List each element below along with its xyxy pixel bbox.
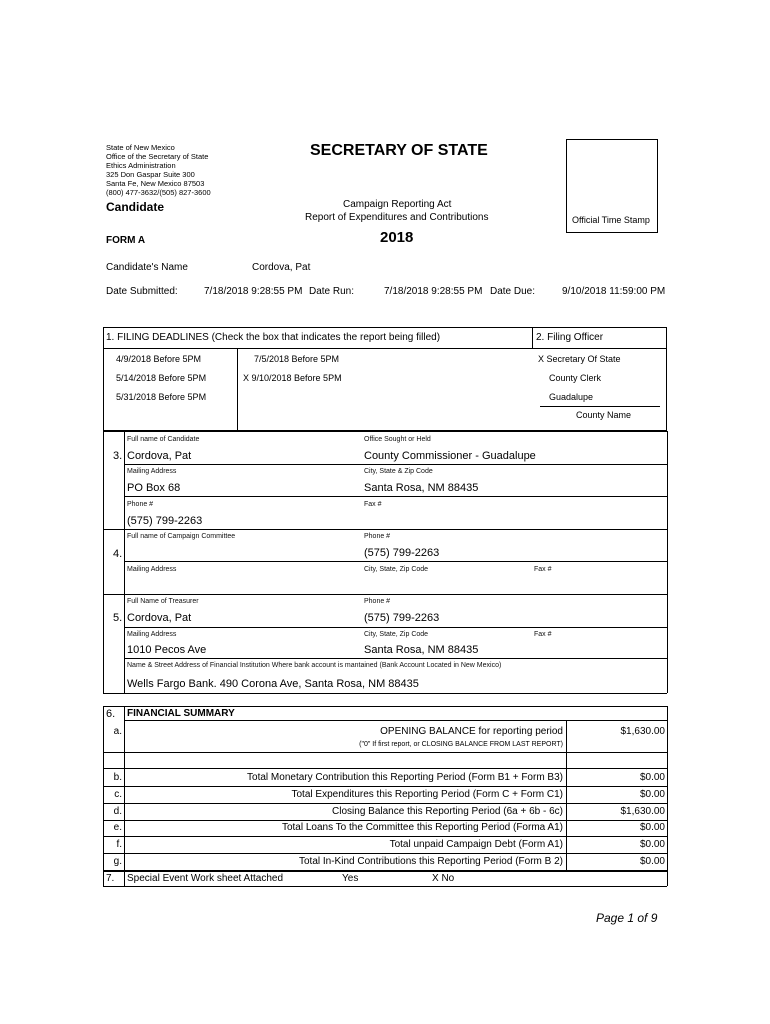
office-label: Office Sought or Held bbox=[364, 436, 431, 443]
section-number: 6. bbox=[106, 708, 116, 720]
section-number: 7. bbox=[106, 873, 115, 884]
officer-heading: 2. Filing Officer bbox=[536, 332, 604, 343]
candidate-full-name: Cordova, Pat bbox=[127, 450, 192, 462]
divider bbox=[124, 561, 667, 562]
time-stamp-box bbox=[566, 139, 658, 233]
page-title: SECRETARY OF STATE bbox=[310, 142, 488, 159]
date-due: 9/10/2018 11:59:00 PM bbox=[562, 286, 666, 297]
treasurer-name: Cordova, Pat bbox=[127, 612, 192, 624]
special-event-yes[interactable]: Yes bbox=[342, 873, 359, 884]
treasurer-label: Full Name of Treasurer bbox=[127, 598, 199, 605]
treasurer-fax-label: Fax # bbox=[534, 631, 552, 638]
summary-row-letter: f. bbox=[116, 839, 122, 851]
treasurer-city-label: City, State, Zip Code bbox=[364, 631, 429, 638]
divider bbox=[103, 693, 667, 694]
report-year: 2018 bbox=[380, 229, 414, 246]
divider bbox=[566, 720, 567, 871]
summary-row-value: $0.00 bbox=[639, 788, 665, 800]
summary-row-label: Total Loans To the Committee this Reporting Period (Forma A1) bbox=[281, 822, 563, 834]
opening-value: $1,630.00 bbox=[620, 726, 665, 737]
divider bbox=[103, 786, 667, 787]
deadlines-heading: 1. FILING DEADLINES (Check the box that indicates the report being filled) bbox=[106, 332, 441, 343]
divider bbox=[103, 871, 667, 872]
phone-label: Phone # bbox=[127, 501, 154, 508]
city-label: City, State & Zip Code bbox=[364, 468, 433, 475]
divider bbox=[103, 348, 667, 349]
summary-row-value: $0.00 bbox=[639, 839, 665, 851]
agency-line: 325 Don Gaspar Suite 300 bbox=[106, 170, 195, 179]
committee-label: Full name of Campaign Committee bbox=[127, 533, 236, 540]
summary-row-letter: g. bbox=[113, 856, 122, 867]
divider bbox=[667, 431, 668, 693]
fax-label: Fax # bbox=[364, 501, 382, 508]
divider bbox=[103, 820, 667, 821]
candidate-full-name-label: Full name of Candidate bbox=[127, 436, 200, 443]
summary-row-label: Total unpaid Campaign Debt (Form A1) bbox=[389, 839, 563, 851]
date-submitted-label: Date Submitted: bbox=[106, 286, 178, 297]
deadline-option[interactable]: 4/9/2018 Before 5PM bbox=[116, 354, 202, 364]
act-title: Campaign Reporting Act bbox=[343, 199, 452, 210]
divider bbox=[103, 768, 667, 769]
committee-fax-label: Fax # bbox=[534, 566, 552, 573]
mailing-label: Mailing Address bbox=[127, 468, 177, 475]
divider bbox=[124, 720, 667, 721]
divider bbox=[124, 464, 667, 465]
divider bbox=[532, 327, 533, 348]
divider bbox=[103, 886, 667, 887]
candidate-heading: Candidate bbox=[106, 200, 165, 214]
summary-row-letter: b. bbox=[113, 772, 122, 783]
candidate-name-label: Candidate's Name bbox=[106, 262, 188, 273]
committee-mailing-label: Mailing Address bbox=[127, 566, 177, 573]
bank-value: Wells Fargo Bank. 490 Corona Ave, Santa Rosa, NM 88435 bbox=[127, 678, 419, 690]
opening-note: ("0" If first report, or CLOSING BALANCE FROM LAST REPORT) bbox=[359, 741, 563, 748]
special-event-no[interactable]: X No bbox=[432, 873, 455, 884]
divider bbox=[124, 496, 667, 497]
deadline-option-selected[interactable]: X 9/10/2018 Before 5PM bbox=[243, 373, 342, 383]
city-value: Santa Rosa, NM 88435 bbox=[364, 482, 479, 494]
office-value: County Commissioner - Guadalupe bbox=[364, 450, 536, 462]
form-label: FORM A bbox=[106, 235, 146, 246]
agency-line: State of New Mexico bbox=[106, 143, 175, 152]
committee-city-label: City, State, Zip Code bbox=[364, 566, 429, 573]
deadline-option[interactable]: 5/31/2018 Before 5PM bbox=[116, 392, 207, 402]
section-number: 4. bbox=[113, 548, 123, 560]
committee-phone: (575) 799-2263 bbox=[364, 547, 440, 559]
date-run-label: Date Run: bbox=[309, 286, 355, 297]
summary-heading: FINANCIAL SUMMARY bbox=[127, 708, 235, 719]
agency-line: Santa Fe, New Mexico 87503 bbox=[106, 179, 205, 188]
treasurer-phone-label: Phone # bbox=[364, 598, 391, 605]
date-due-label: Date Due: bbox=[490, 286, 536, 297]
candidate-name: Cordova, Pat bbox=[252, 262, 311, 273]
divider bbox=[103, 870, 667, 871]
agency-line: Ethics Administration bbox=[106, 161, 176, 170]
treasurer-city: Santa Rosa, NM 88435 bbox=[364, 644, 479, 656]
divider bbox=[103, 706, 667, 707]
divider bbox=[237, 348, 238, 431]
county-value: Guadalupe bbox=[549, 392, 594, 402]
officer-option[interactable]: County Clerk bbox=[549, 373, 602, 383]
divider bbox=[103, 803, 667, 804]
report-title: Report of Expenditures and Contributions bbox=[305, 212, 489, 223]
mailing-value: PO Box 68 bbox=[127, 482, 181, 494]
agency-block bbox=[106, 143, 211, 197]
summary-row-label: Total Monetary Contribution this Reporting Period (Form B1 + Form B3) bbox=[247, 772, 563, 783]
summary-row-letter: d. bbox=[113, 805, 122, 817]
section-number: 5. bbox=[113, 612, 123, 624]
divider bbox=[103, 853, 667, 854]
agency-line: Office of the Secretary of State bbox=[106, 152, 209, 161]
divider bbox=[124, 706, 125, 886]
county-underline bbox=[540, 406, 660, 407]
divider bbox=[667, 706, 668, 886]
officer-option-selected[interactable]: X Secretary Of State bbox=[538, 354, 621, 364]
summary-row-label: Closing Balance this Reporting Period (6a + 6b - 6c) bbox=[332, 805, 563, 817]
summary-row-label: Total Expenditures this Reporting Period (Form C + Form C1) bbox=[291, 788, 563, 800]
deadline-option[interactable]: 5/14/2018 Before 5PM bbox=[116, 373, 207, 383]
summary-row-letter: e. bbox=[113, 822, 122, 834]
opening-letter: a. bbox=[113, 726, 122, 737]
divider bbox=[103, 529, 667, 530]
summary-row-value: $1,630.00 bbox=[620, 805, 665, 817]
page-number: Page 1 of 9 bbox=[596, 911, 658, 925]
divider bbox=[103, 431, 104, 693]
treasurer-mailing: 1010 Pecos Ave bbox=[127, 644, 207, 656]
divider bbox=[103, 752, 667, 753]
committee-phone-label: Phone # bbox=[364, 533, 391, 540]
divider bbox=[124, 658, 667, 659]
treasurer-mailing-label: Mailing Address bbox=[127, 631, 177, 638]
time-stamp-label: Official Time Stamp bbox=[572, 215, 650, 225]
county-name-label: County Name bbox=[576, 410, 632, 420]
date-run: 7/18/2018 9:28:55 PM bbox=[384, 286, 483, 297]
special-event-label: Special Event Work sheet Attached bbox=[127, 873, 284, 884]
section-number: 3. bbox=[113, 450, 123, 462]
summary-row-letter: c. bbox=[114, 788, 122, 800]
deadline-option[interactable]: 7/5/2018 Before 5PM bbox=[254, 354, 340, 364]
divider bbox=[124, 431, 125, 693]
divider bbox=[103, 594, 667, 595]
phone-value: (575) 799-2263 bbox=[127, 515, 203, 527]
treasurer-phone: (575) 799-2263 bbox=[364, 612, 440, 624]
summary-row-value: $0.00 bbox=[639, 856, 665, 867]
divider bbox=[103, 836, 667, 837]
opening-label: OPENING BALANCE for reporting period bbox=[380, 726, 563, 737]
agency-line: (800) 477-3632/(505) 827-3600 bbox=[106, 188, 211, 197]
date-submitted: 7/18/2018 9:28:55 PM bbox=[204, 286, 303, 297]
summary-row-label: Total In-Kind Contributions this Reporting Period (Form B 2) bbox=[298, 856, 563, 867]
bank-label: Name & Street Address of Financial Institution Where bank account is mantained (Bank Account Located in New Mexico) bbox=[127, 662, 502, 669]
divider bbox=[103, 431, 667, 432]
summary-row-value: $0.00 bbox=[639, 822, 665, 834]
divider bbox=[124, 627, 667, 628]
summary-row-value: $0.00 bbox=[639, 772, 665, 783]
